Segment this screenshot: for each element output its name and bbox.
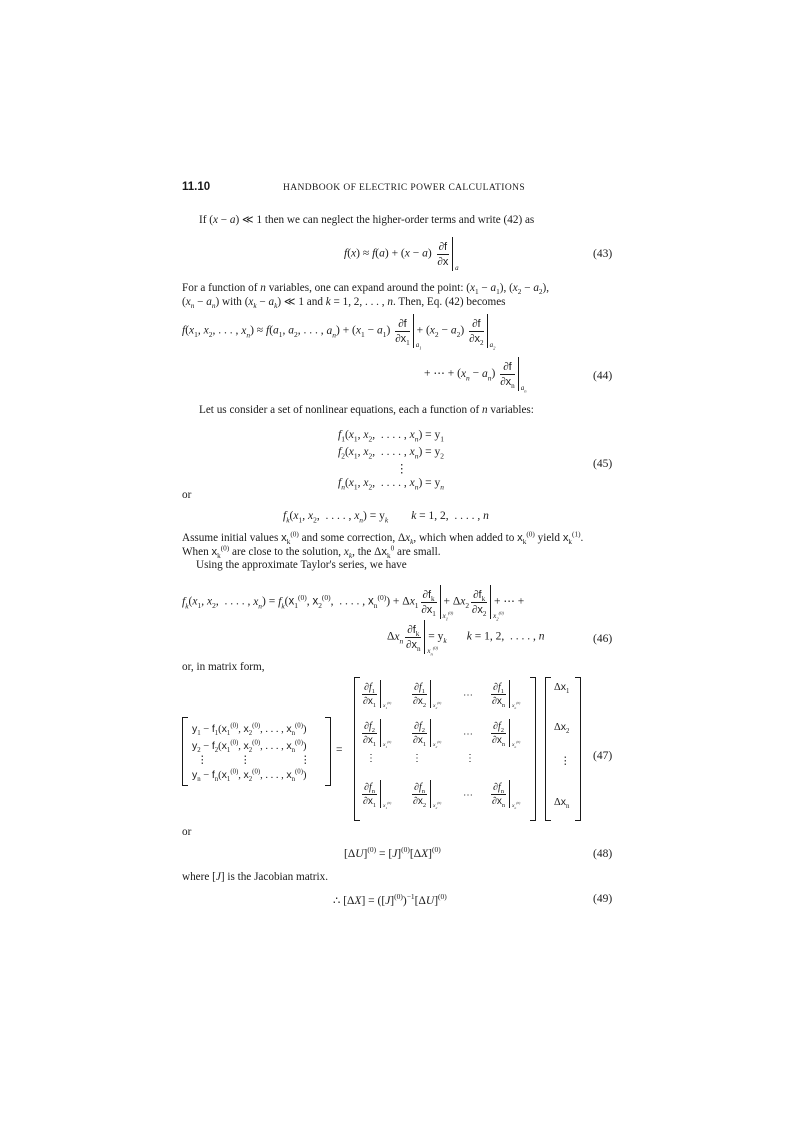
- paragraph-initial-values: Assume initial values $x_k^{(0)}$ and some correction, $\Delta x_k$, which when added to $x_k^{(0)}$ yield $x_k^{(1)}$. When $x_k^{(0)}$ are close to the solution, $x_k$, the $\Delta x_k^0$ are small. Using the approximate Taylor's series, we have: [182, 530, 584, 571]
- jacobian-cell-2-2: $\frac{\partial f_2}{\partial x_1}$ $x_2^{(0)}$: [412, 720, 442, 750]
- jacobian-vdots-3: ⋮: [465, 753, 475, 764]
- jacobian-vdots-2: ⋮: [412, 753, 422, 764]
- matrix-equals-sign: =: [336, 744, 343, 756]
- running-title: HANDBOOK OF ELECTRIC POWER CALCULATIONS: [283, 183, 526, 193]
- left-vector-bracket-left: [182, 717, 188, 786]
- jacobian-cell-2-n: $\frac{\partial f_2}{\partial x_n}$ $x_n^{(0)}$: [491, 720, 521, 750]
- equation-43: f(x) ≈ f(a) + (x − a) $\frac{\partial f}{\partial x}$ a: [344, 237, 453, 271]
- equation-46-line-1: $f_k(x_1$, $x_2$, . . . . , $x_n) = f_k(x_1^{(0)}$, $x_2^{(0)}$, . . . . , $x_n^{(0)}) + \Delta x_1$ $\frac{\partial f_k}{\partial x_1}$ $x_1^{(0)}$ + $\Delta x_2$ $\frac{\partial f_k}{\partial x_2}$ $x_2^{(0)}$ + ⋯ +: [182, 585, 524, 619]
- equation-number-44: (44): [593, 370, 613, 382]
- equation-46-line-2: $\Delta x_n$ $\frac{\partial f_k}{\partial x_n}$ $x_n^{(0)}$ = $y_k$ k = 1, 2, . . . . , n: [387, 620, 545, 654]
- equation-number-48: (48): [593, 848, 613, 860]
- left-vector-row-1: $y_1 - f_1(x_1^{(0)}$, $x_2^{(0)}$, . . . , $x_n^{(0)}$): [192, 722, 307, 738]
- paragraph-nonlinear: Let us consider a set of nonlinear equations, each a function of n variables:: [199, 404, 534, 416]
- jacobian-bracket-right: [530, 677, 536, 821]
- equation-44-line-2: + ⋯ + $(x_n - a_n)$ $\frac{\partial f}{\partial x_n}$ $a_n$: [424, 357, 519, 391]
- delta-vector-bracket-right: [575, 677, 581, 821]
- equation-number-43: (43): [593, 248, 613, 260]
- paragraph-n-variables: For a function of n variables, one can expand around the point: $(x_1 - a_1)$, $(x_2 - a_2)$, $(x_n - a_n)$ with $(x_k - a_k)$ ≪ 1 and k = 1, 2, . . . , n. Then, Eq. (42) becomes: [182, 282, 550, 310]
- left-vector-row-2: $y_2 - f_2(x_1^{(0)}$, $x_2^{(0)}$, . . . , $x_n^{(0)}$): [192, 739, 307, 755]
- left-vector-bracket-right: [325, 717, 331, 786]
- page-number: 11.10: [182, 181, 211, 193]
- paragraph-jacobian: where [J] is the Jacobian matrix.: [182, 871, 329, 883]
- equation-45-vdots: ⋮: [396, 463, 408, 475]
- equation-number-45: (45): [593, 458, 613, 470]
- jacobian-vdots-1: ⋮: [366, 753, 376, 764]
- equation-number-47: (47): [593, 750, 613, 762]
- equation-45-row-2: $f_2(x_1$, $x_2$, . . . . , $x_n) = y_2$: [338, 446, 444, 461]
- paragraph-intro: If (x − a) ≪ 1 then we can neglect the higher-order terms and write (42) as: [199, 214, 535, 226]
- delta-vector-vdots: ⋮: [560, 756, 571, 767]
- jacobian-cdots-2: ⋯: [463, 729, 473, 740]
- left-vector-row-n: $y_n - f_n(x_1^{(0)}$, $x_2^{(0)}$, . . . , $x_n^{(0)}$): [192, 768, 307, 784]
- jacobian-cell-n-n: $\frac{\partial f_n}{\partial x_n}$ $x_n^{(0)}$: [491, 781, 521, 811]
- jacobian-cell-n-1: $\frac{\partial f_n}{\partial x_1}$ $x_1^{(0)}$: [362, 781, 392, 811]
- equation-48: $[\Delta U]^{(0)} = [J]^{(0)}[\Delta X]^{(0)}$: [344, 845, 441, 860]
- jacobian-cell-1-2: $\frac{\partial f_1}{\partial x_2}$ $x_2^{(0)}$: [412, 681, 442, 711]
- left-vector-vdots-3: ⋮: [300, 755, 311, 766]
- paragraph-matrix-form: or, in matrix form,: [182, 661, 265, 673]
- equation-45-row-1: $f_1(x_1$, $x_2$, . . . . , $x_n) = y_1$: [338, 429, 444, 444]
- delta-vector-row-2: $\Delta x_2$: [554, 721, 570, 736]
- delta-vector-bracket-left: [545, 677, 551, 821]
- connector-or-1: or: [182, 489, 192, 501]
- jacobian-cell-2-1: $\frac{\partial f_2}{\partial x_1}$ $x_1^{(0)}$: [362, 720, 392, 750]
- left-vector-vdots-1: ⋮: [197, 755, 208, 766]
- equation-number-49: (49): [593, 893, 613, 905]
- left-vector-vdots-2: ⋮: [240, 755, 251, 766]
- equation-49: ∴ $[\Delta X] = ([J]^{(0)})^{-1}[\Delta U]^{(0)}$: [333, 892, 447, 907]
- equation-compact-form: $f_k(x_1$, $x_2$, . . . . , $x_n) = y_k$ k = 1, 2, . . . . , n: [283, 510, 489, 525]
- jacobian-cell-1-n: $\frac{\partial f_1}{\partial x_n}$ $x_n^{(0)}$: [491, 681, 521, 711]
- delta-vector-row-n: $\Delta x_n$: [554, 796, 570, 811]
- jacobian-cdots-n: ⋯: [463, 790, 473, 801]
- equation-number-46: (46): [593, 633, 613, 645]
- delta-vector-row-1: $\Delta x_1$: [554, 681, 570, 696]
- jacobian-cell-1-1: $\frac{\partial f_1}{\partial x_1}$ $x_1^{(0)}$: [362, 681, 392, 711]
- equation-44-line-1: $f(x_1$, $x_2$, . . . , $x_n) \approx f(a_1$, $a_2$, . . . , $a_n) + (x_1 - a_1)$ $\frac{\partial f}{\partial x_1}$ $a_1$ + $(x_2 - a_2)$ $\frac{\partial f}{\partial x_2}$ $a_2$: [182, 314, 488, 348]
- jacobian-cdots-1: ⋯: [463, 690, 473, 701]
- connector-or-2: or: [182, 826, 192, 838]
- equation-45-row-n: $f_n(x_1$, $x_2$, . . . . , $x_n) = y_n$: [338, 477, 444, 492]
- jacobian-cell-n-2: $\frac{\partial f_n}{\partial x_2}$ $x_2^{(0)}$: [412, 781, 442, 811]
